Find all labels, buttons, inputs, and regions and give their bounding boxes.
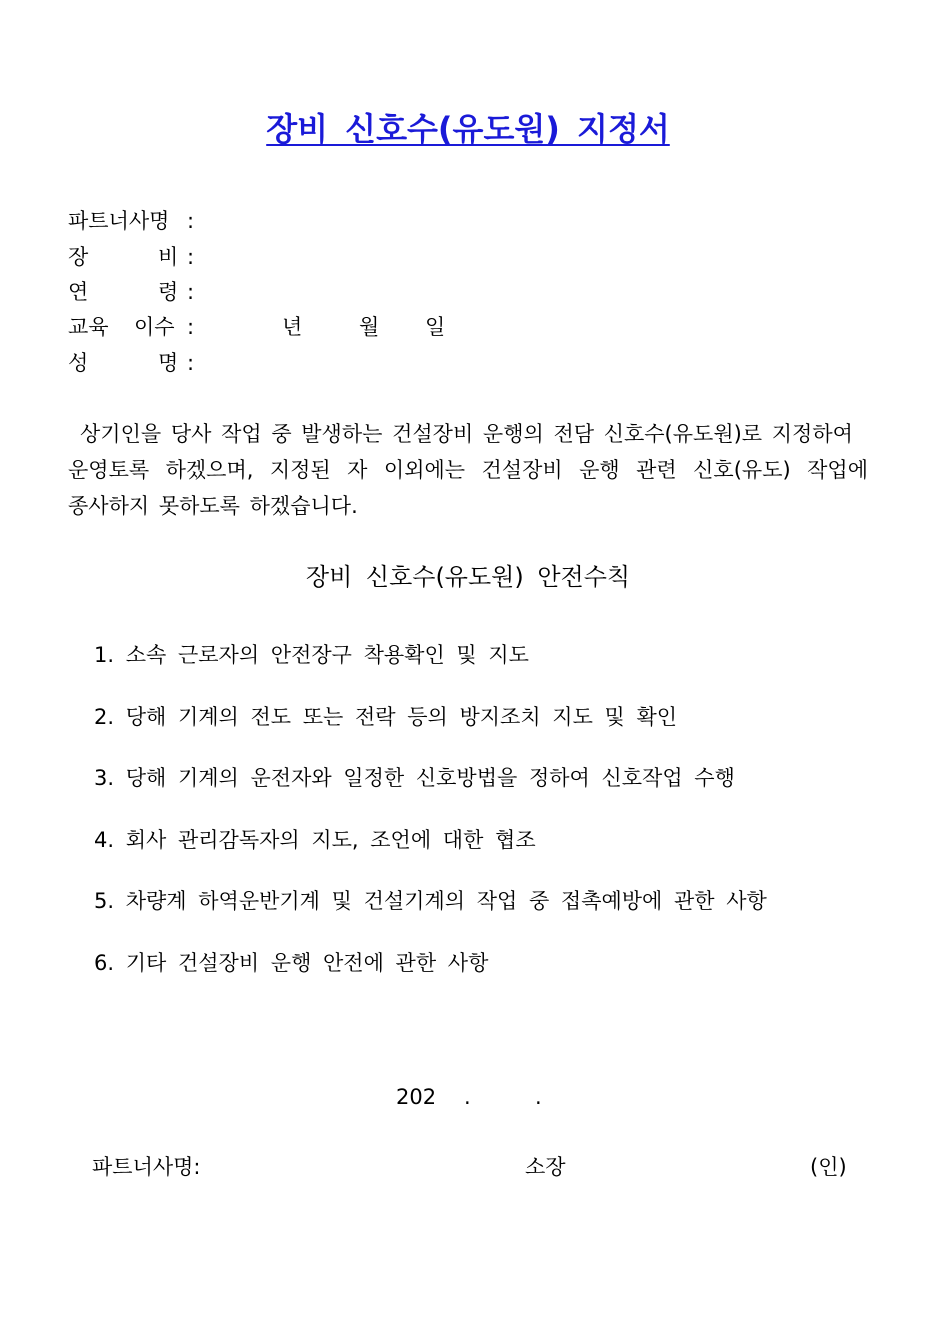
field-age (68, 277, 208, 307)
field-training-year: 년 (282, 315, 303, 339)
field-training-month: 월 (359, 315, 380, 339)
field-equipment-label-b: 비 (158, 245, 179, 269)
date-year: 202 (396, 1085, 437, 1109)
paragraph-line-2: 운영토록 하겠으며, 지정된 자 이외에는 건설장비 운행 관련 신호(유도) 작업에 (68, 458, 868, 482)
field-age-label-a: 연 (68, 280, 89, 304)
signature-manager-label: 소장 (525, 1155, 566, 1179)
field-training-label-a: 교육 (68, 315, 109, 339)
date-dot-1: . (464, 1085, 471, 1109)
rule-item-6: 6. 기타 건설장비 운행 안전에 관한 사항 (94, 951, 489, 975)
field-training (68, 312, 468, 342)
field-partner-label: 파트너사명 (68, 209, 170, 233)
field-name-label-a: 성 (68, 351, 89, 375)
designation-paragraph (68, 416, 868, 524)
paragraph-line-1: 상기인을 당사 작업 중 발생하는 건설장비 운행의 전담 신호수(유도원)로 지정하여 (80, 422, 853, 446)
field-age-label-b: 령 (158, 280, 179, 304)
date-dot-2: . (535, 1085, 542, 1109)
paragraph-line-3: 종사하지 못하도록 하겠습니다. (68, 494, 358, 518)
field-training-label-b: 이수 (134, 315, 175, 339)
field-name-label-b: 명 (158, 351, 179, 375)
signature-seal-label: (인) (810, 1155, 847, 1179)
field-equipment-colon: : (187, 245, 195, 269)
rule-item-3: 3. 당해 기계의 운전자와 일정한 신호방법을 정하여 신호작업 수행 (94, 766, 735, 790)
rule-item-5: 5. 차량계 하역운반기계 및 건설기계의 작업 중 접촉예방에 관한 사항 (94, 889, 767, 913)
field-name-colon: : (187, 351, 195, 375)
rule-item-1: 1. 소속 근로자의 안전장구 착용확인 및 지도 (94, 643, 529, 667)
document-title-text: 장비 신호수(유도원) 지정서 (266, 110, 670, 148)
field-training-day: 일 (425, 315, 446, 339)
rule-item-2: 2. 당해 기계의 전도 또는 전락 등의 방지조치 지도 및 확인 (94, 705, 678, 729)
field-partner-colon: : (187, 209, 195, 233)
field-training-colon: : (187, 315, 195, 339)
rules-title: 장비 신호수(유도원) 안전수칙 (305, 563, 631, 591)
rule-item-4: 4. 회사 관리감독자의 지도, 조언에 대한 협조 (94, 828, 536, 852)
document-title (0, 104, 936, 150)
field-age-colon: : (187, 280, 195, 304)
field-name (68, 348, 208, 378)
field-equipment-label-a: 장 (68, 245, 89, 269)
field-partner (68, 206, 195, 236)
signature-partner-label: 파트너사명: (92, 1155, 201, 1179)
field-equipment (68, 242, 208, 272)
